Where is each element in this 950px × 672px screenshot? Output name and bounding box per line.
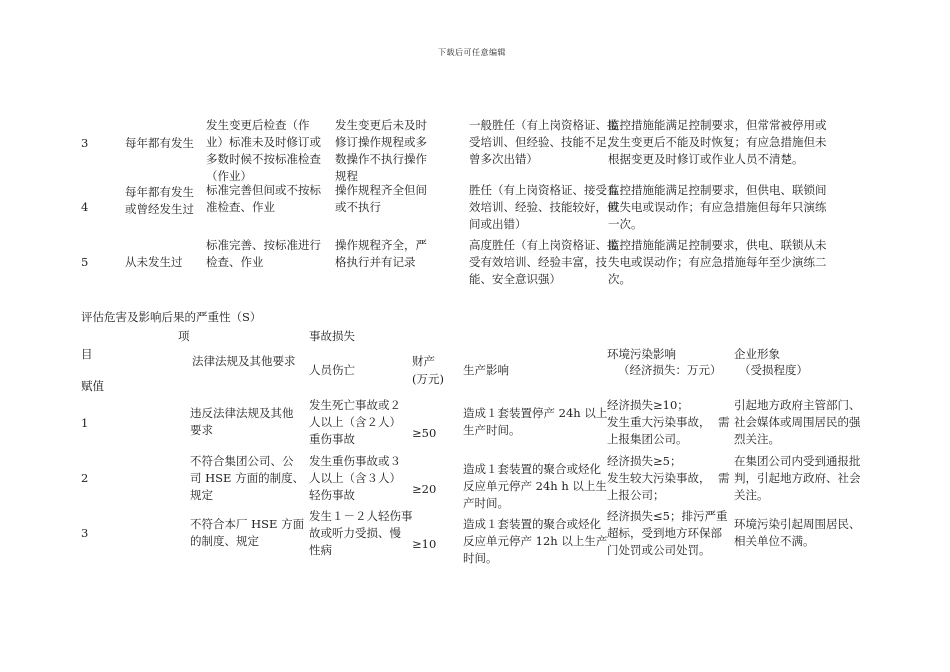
injury-text: 发生１－２人轻伤事 [309,509,413,523]
header-item: 项 [178,329,190,343]
environment-text: 经济损失≤5；排污严重 [607,509,728,523]
production-text: 生产时间。 [463,423,521,437]
production-text: 产时间。 [463,496,509,510]
environment-text: 上报公司； [607,488,665,502]
law-text: 不符合本厂 HSE 方面 [190,517,305,531]
header-law: 法律法规及其他要求 [192,354,296,368]
image-text: 烈关注。 [734,432,780,446]
control-measure-text: 一次。 [608,217,643,231]
procedure-text: 修订操作规程或多 [335,135,427,149]
injury-text: 轻伤事故 [309,488,355,502]
frequency-text: 每年都有发生 [125,185,194,199]
likelihood-score: 3 [81,136,89,150]
injury-text: 人以上（含２人） [309,415,401,429]
header-score: 赋值 [81,379,104,393]
injury-text: 发生重伤事故或３ [309,454,401,468]
environment-text: 经济损失≥10； [607,398,689,412]
law-text: 的制度、规定 [190,534,259,548]
header-production: 生产影响 [463,363,509,377]
competence-text: 效培训、经验、技能较好，但 [469,200,619,214]
procedure-text: 或不执行 [335,200,381,214]
severity-score: 1 [81,416,89,430]
frequency-text: 每年都有发生 [125,136,194,150]
competence-text: 能、安全意识强） [469,272,561,286]
injury-text: 性病 [309,543,332,557]
control-measure-text: 失电或误动作；有应急措施每年至少演练二 [608,255,827,269]
injury-text: 人以上（含３人） [309,471,401,485]
environment-text-tail: 需 [718,471,730,485]
image-text: 关注。 [734,488,769,502]
control-measure-text: 发生变更后不能及时恢复；有应急措施但未 [608,135,827,149]
environment-text: 上报集团公司。 [607,432,688,446]
procedure-text: 规程 [335,169,358,183]
control-measure-text: 次。 [608,272,631,286]
production-text: 造成１套装置停产 24h 以上 [463,406,608,420]
image-text: 判，引起地方政府、社会 [734,471,861,485]
property-value: ≥50 [412,426,437,440]
procedure-text: 格执行并有记录 [335,255,416,269]
production-text: 造成１套装置的聚合或烃化 [463,517,601,531]
header-property-unit: (万元) [412,372,444,386]
check-standard-text: 准检查、作业 [206,200,275,214]
header-injury: 人员伤亡 [309,363,355,377]
competence-text: 受培训、但经验、技能不足， [469,135,619,149]
competence-text: 胜任（有上岗资格证、接受有 [469,183,619,197]
procedure-text: 发生变更后未及时 [335,118,427,132]
law-text: 规定 [190,488,213,502]
competence-text: 一般胜任（有上岗资格证、接 [469,118,619,132]
check-standard-text: 检查、作业 [206,255,264,269]
property-value: ≥10 [412,537,437,551]
image-text: 在集团公司内受到通报批 [734,454,861,468]
environment-text: 经济损失≥5； [607,454,682,468]
production-text: 时间。 [463,551,498,565]
page-header: 下载后可任意编辑 [438,48,506,57]
check-standard-text: 标准完善、按标准进行 [206,238,321,252]
procedure-text: 操作规程齐全但间 [335,183,427,197]
environment-text-tail: 需 [718,415,730,429]
header-loss: 事故损失 [309,329,355,343]
injury-text: 故或听力受损、慢 [309,526,401,540]
check-standard-text: 多数时候不按标准检查 [206,152,321,166]
image-text: 环境污染引起周围居民、 [734,517,861,531]
frequency-text: 或曾经发生过 [125,202,194,216]
control-measure-text: 监控措施能满足控制要求，但常常被停用或 [608,118,827,132]
image-text: 社会媒体或周围居民的强 [734,415,861,429]
competence-text: 高度胜任（有上岗资格证、接 [469,238,619,252]
image-text: 相关单位不满。 [734,534,815,548]
header-environment-unit: （经济损失：万元） [618,363,722,377]
competence-text: 曾多次出错） [469,152,538,166]
procedure-text: 数操作不执行操作 [335,152,427,166]
severity-section-title: 评估危害及影响后果的严重性（S） [81,310,262,324]
law-text: 不符合集团公司、公 [190,454,294,468]
law-text: 司 HSE 方面的制度、 [190,471,305,485]
likelihood-score: 4 [81,200,89,214]
likelihood-score: 5 [81,255,89,269]
injury-text: 发生死亡事故或２ [309,398,401,412]
law-text: 违反法律法规及其他 [190,406,294,420]
header-environment: 环境污染影响 [607,347,676,361]
control-measure-text: 监控措施能满足控制要求，供电、联锁从未 [608,238,827,252]
header-image-unit: （受损程度） [739,363,808,377]
environment-text: 发生重大污染事故， [607,415,711,429]
check-standard-text: 业）标准未及时修订或 [206,135,321,149]
property-value: ≥20 [412,482,437,496]
procedure-text: 操作规程齐全，严 [335,238,427,252]
environment-text: 发生较大污染事故， [607,471,711,485]
competence-text: 受有效培训、经验丰富，技 [469,255,607,269]
check-standard-text: （作业） [206,169,252,183]
header-image: 企业形象 [734,347,780,361]
control-measure-text: 监控措施能满足控制要求，但供电、联锁间 [608,183,827,197]
frequency-text: 从未发生过 [125,255,183,269]
production-text: 反应单元停产 24h h 以上生 [463,479,607,493]
check-standard-text: 发生变更后检查（作 [206,118,310,132]
law-text: 要求 [190,423,213,437]
environment-text: 门处罚或公司处罚。 [607,543,711,557]
check-standard-text: 标准完善但间或不按标 [206,183,321,197]
image-text: 引起地方政府主管部门、 [734,398,861,412]
environment-text: 超标，受到地方环保部 [607,526,722,540]
control-measure-text: 或失电或误动作；有应急措施但每年只演练 [608,200,827,214]
severity-score: 2 [81,471,89,485]
control-measure-text: 根据变更及时修订或作业人员不清楚。 [608,152,804,166]
competence-text: 间或出错） [469,217,527,231]
header-property: 财产 [412,354,435,368]
header-mu: 目 [81,347,93,361]
production-text: 反应单元停产 12h 以上生产 [463,534,608,548]
severity-score: 3 [81,526,89,540]
injury-text: 重伤事故 [309,432,355,446]
production-text: 造成１套装置的聚合或烃化 [463,462,601,476]
